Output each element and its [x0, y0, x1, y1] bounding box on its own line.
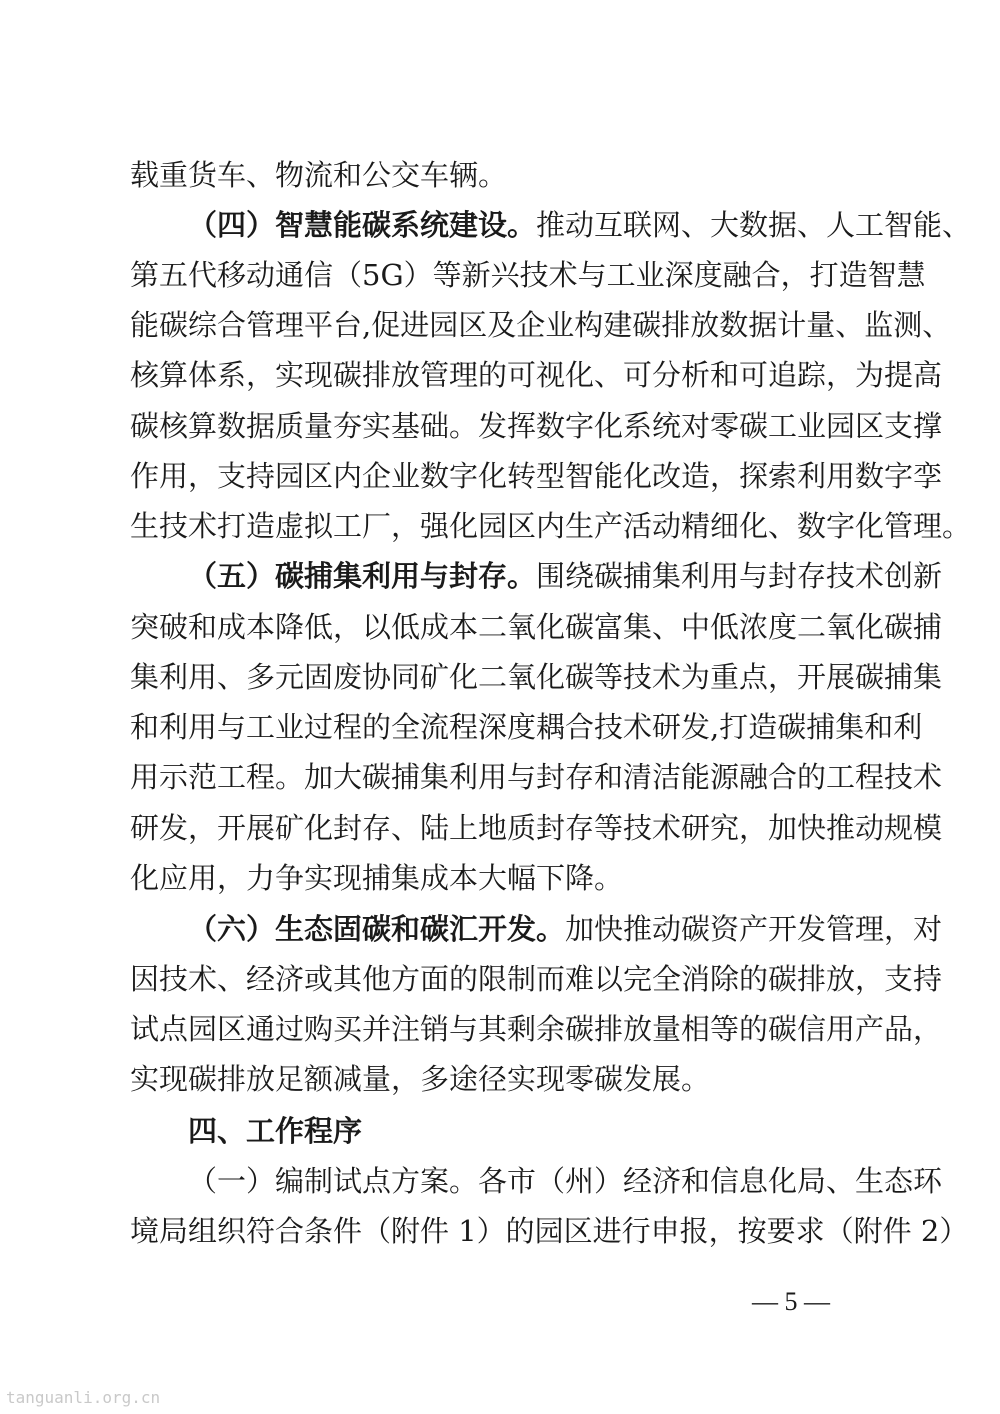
body-line: 核算体系，实现碳排放管理的可视化、可分析和可追踪，为提高	[130, 358, 943, 392]
body-line: 突破和成本降低，以低成本二氧化碳富集、中低浓度二氧化碳捕	[130, 610, 943, 644]
body-line: 化应用，力争实现捕集成本大幅下降。	[130, 861, 624, 895]
body-line: 碳核算数据质量夯实基础。发挥数字化系统对零碳工业园区支撑	[130, 409, 943, 443]
body-line: 和利用与工业过程的全流程深度耦合技术研发,打造碳捕集和利	[130, 710, 923, 744]
body-line: 因技术、经济或其他方面的限制而难以完全消除的碳排放，支持	[130, 962, 943, 996]
body-line: 实现碳排放足额减量，多途径实现零碳发展。	[130, 1062, 711, 1096]
procedure-1-first-line	[188, 1161, 943, 1201]
section-5-heading: （五）碳捕集利用与封存。	[188, 559, 537, 593]
body-line: 生技术打造虚拟工厂，强化园区内生产活动精细化、数字化管理。	[130, 509, 972, 543]
body-line: 用示范工程。加大碳捕集利用与封存和清洁能源融合的工程技术	[130, 760, 943, 794]
section-5-paragraph-first-line	[188, 556, 943, 596]
section-4-heading: （四）智慧能碳系统建设。	[188, 208, 537, 242]
body-line: 载重货车、物流和公交车辆。	[130, 158, 508, 192]
body-line: 能碳综合管理平台,促进园区及企业构建碳排放数据计量、监测、	[130, 308, 952, 342]
body-line: 试点园区通过购买并注销与其剩余碳排放量相等的碳信用产品，	[130, 1012, 943, 1046]
section-heading-work-procedure: 四、工作程序	[188, 1114, 363, 1148]
section-6-paragraph-first-line	[188, 909, 943, 949]
body-line: 研发，开展矿化封存、陆上地质封存等技术研究，加快推动规模	[130, 811, 943, 845]
body-line: 第五代移动通信（5G）等新兴技术与工业深度融合，打造智慧	[130, 258, 926, 292]
body-line: 境局组织符合条件（附件 1）的园区进行申报，按要求（附件 2）	[130, 1214, 969, 1248]
section-4-paragraph-first-line	[188, 205, 972, 245]
section-6-heading: （六）生态固碳和碳汇开发。	[188, 912, 566, 946]
body-text: 围绕碳捕集利用与封存技术创新	[536, 559, 943, 593]
body-line: 作用，支持园区内企业数字化转型智能化改造，探索利用数字孪	[130, 459, 943, 493]
page-number: — 5 —	[752, 1287, 830, 1316]
body-line: 集利用、多元固废协同矿化二氧化碳等技术为重点，开展碳捕集	[130, 660, 943, 694]
body-text: （一）编制试点方案。各市（州）经济和信息化局、生态环	[188, 1164, 943, 1198]
body-text: 推动互联网、大数据、人工智能、	[536, 208, 972, 242]
body-text: 加快推动碳资产开发管理，对	[565, 912, 943, 946]
watermark-text: tanguanli.org.cn	[6, 1388, 161, 1407]
